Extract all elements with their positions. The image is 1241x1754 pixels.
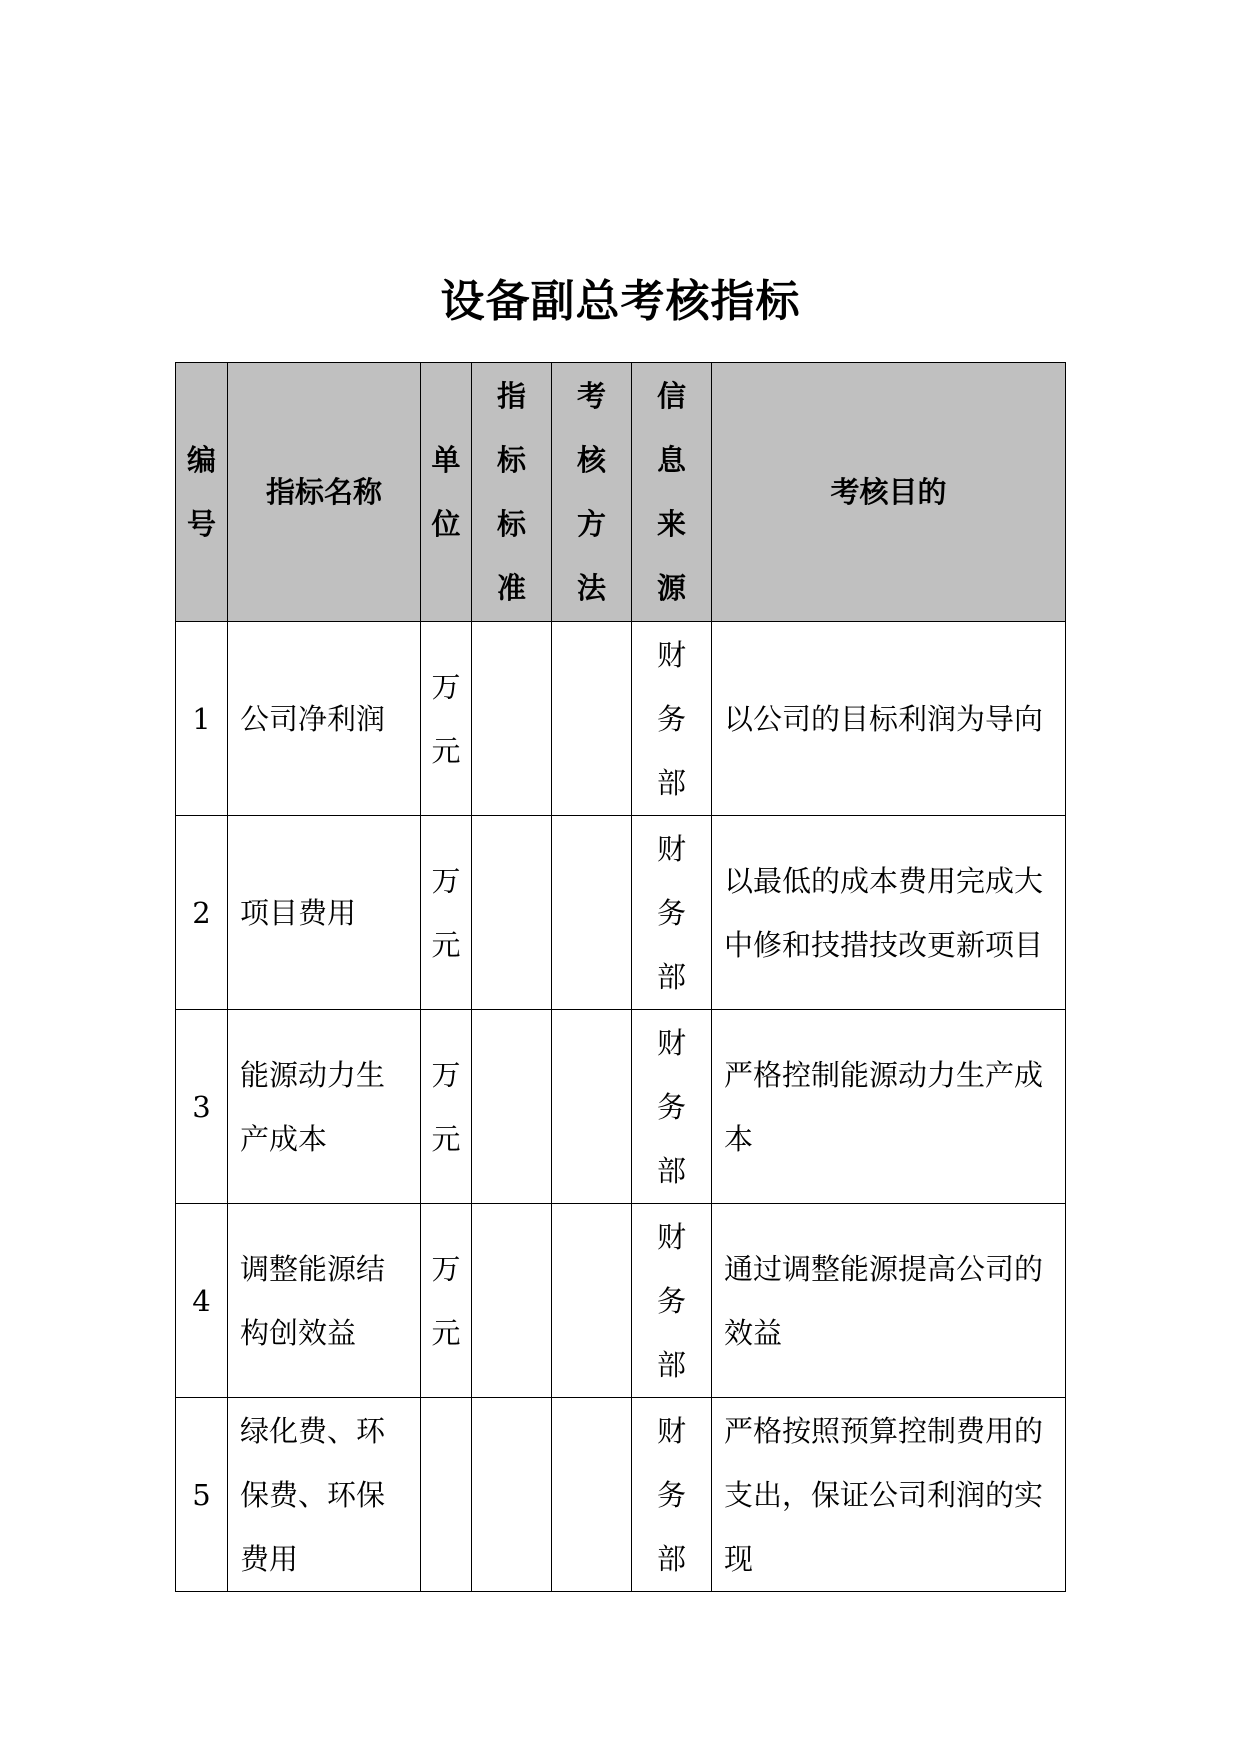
header-standard: 指标标准 (472, 363, 552, 622)
cell-source: 财务部 (632, 622, 712, 816)
cell-source: 财务部 (632, 1010, 712, 1204)
header-row (176, 363, 1066, 622)
header-method: 考核方法 (552, 363, 632, 622)
table-row (176, 1398, 1066, 1592)
cell-purpose: 严格控制能源动力生产成本 (712, 1010, 1066, 1204)
cell-name: 调整能源结构创效益 (228, 1204, 421, 1398)
cell-method (552, 622, 632, 816)
cell-method (552, 1010, 632, 1204)
cell-standard (472, 1398, 552, 1592)
cell-standard (472, 622, 552, 816)
cell-name: 绿化费、环保费、环保费用 (228, 1398, 421, 1592)
table-row (176, 622, 1066, 816)
cell-standard (472, 1204, 552, 1398)
cell-purpose: 以最低的成本费用完成大中修和技措技改更新项目 (712, 816, 1066, 1010)
cell-unit (421, 1398, 472, 1592)
cell-standard (472, 816, 552, 1010)
cell-unit: 万元 (421, 1204, 472, 1398)
cell-purpose: 以公司的目标利润为导向 (712, 622, 1066, 816)
header-source: 信息来源 (632, 363, 712, 622)
cell-unit: 万元 (421, 622, 472, 816)
header-no: 编号 (176, 363, 228, 622)
cell-method (552, 1398, 632, 1592)
cell-unit: 万元 (421, 816, 472, 1010)
cell-no: 5 (176, 1398, 228, 1592)
cell-source: 财务部 (632, 816, 712, 1010)
cell-method (552, 816, 632, 1010)
cell-name: 项目费用 (228, 816, 421, 1010)
cell-method (552, 1204, 632, 1398)
header-purpose: 考核目的 (712, 363, 1066, 622)
cell-name: 公司净利润 (228, 622, 421, 816)
cell-standard (472, 1010, 552, 1204)
cell-purpose: 通过调整能源提高公司的效益 (712, 1204, 1066, 1398)
cell-no: 4 (176, 1204, 228, 1398)
cell-no: 2 (176, 816, 228, 1010)
kpi-table (175, 362, 1066, 1592)
cell-purpose: 严格按照预算控制费用的支出，保证公司利润的实现 (712, 1398, 1066, 1592)
cell-no: 1 (176, 622, 228, 816)
table-row (176, 1204, 1066, 1398)
cell-source: 财务部 (632, 1398, 712, 1592)
header-name: 指标名称 (228, 363, 421, 622)
header-unit: 单位 (421, 363, 472, 622)
cell-unit: 万元 (421, 1010, 472, 1204)
cell-no: 3 (176, 1010, 228, 1204)
table-row (176, 816, 1066, 1010)
cell-name: 能源动力生产成本 (228, 1010, 421, 1204)
table-row (176, 1010, 1066, 1204)
cell-source: 财务部 (632, 1204, 712, 1398)
page-title: 设备副总考核指标 (440, 276, 801, 327)
